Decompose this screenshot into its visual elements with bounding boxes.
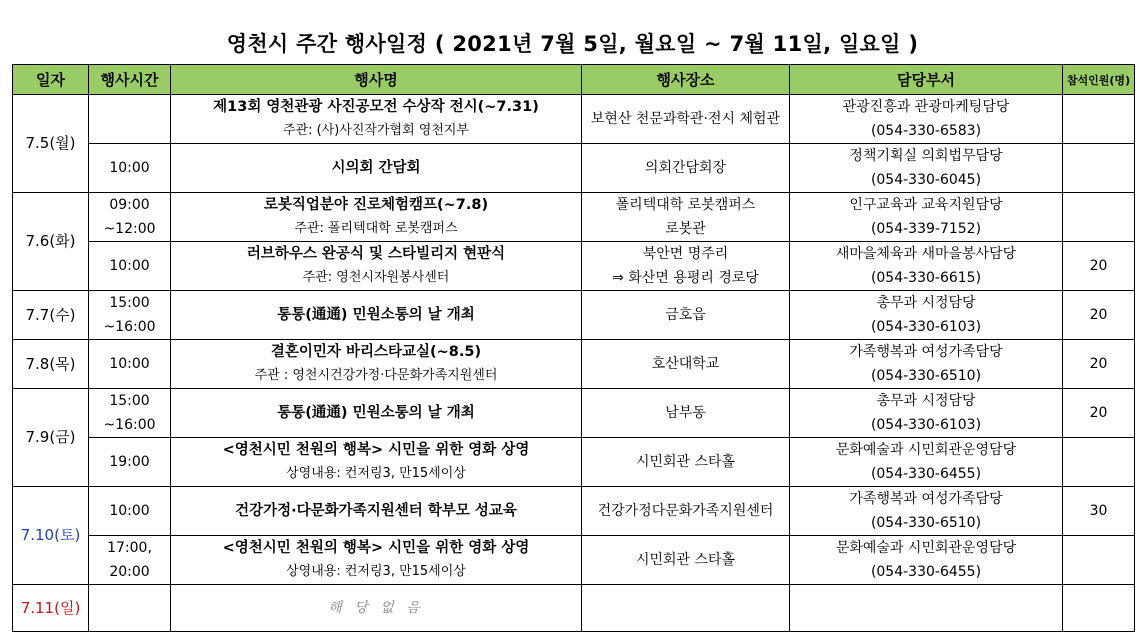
event-organizer: 주관: (사)사진작가협회 영천지부 <box>282 123 470 138</box>
place-cell: 폴리텍대학 로봇캠퍼스 로봇관 <box>582 193 790 242</box>
place-cell: 북안면 명주리 ⇒ 화산면 용평리 경로당 <box>582 242 790 291</box>
dept-cell: 문화예술과 시민회관운영담당 (054-330-6455) <box>790 536 1063 585</box>
time-cell: 19:00 <box>89 438 171 487</box>
dept-cell: 관광진흥과 관광마케팅담당 (054-330-6583) <box>790 95 1063 144</box>
table-row <box>13 585 1135 632</box>
dept-cell: 총무과 시정담당 (054-330-6103) <box>790 389 1063 438</box>
count-cell: 20 <box>1063 291 1135 340</box>
table-row <box>13 487 1135 536</box>
date-cell <box>13 340 89 389</box>
time-cell: 09:00 ~12:00 <box>89 193 171 242</box>
count-cell <box>1063 95 1135 144</box>
header-row <box>13 65 1135 95</box>
header-event: 행사명 <box>171 65 582 95</box>
dept-cell: 가족행복과 여성가족담당 (054-330-6510) <box>790 487 1063 536</box>
weekly-schedule-table <box>12 64 1135 632</box>
place-cell: 시민회관 스타홀 <box>582 536 790 585</box>
header-date: 일자 <box>13 65 89 95</box>
table-row <box>13 95 1135 144</box>
count-cell <box>1063 144 1135 193</box>
event-cell <box>171 438 582 487</box>
count-cell: 20 <box>1063 242 1135 291</box>
date-label: 7.6(화) <box>25 232 76 250</box>
table-row <box>13 291 1135 340</box>
time-cell: 10:00 <box>89 487 171 536</box>
event-organizer: 주관: 영천시자원봉사센터 <box>302 270 450 285</box>
table-row <box>13 144 1135 193</box>
event-title: <영천시민 천원의 행복> 시민을 위한 영화 상영 <box>222 442 530 458</box>
event-title: 로봇직업분야 진로체험캠프(~7.8) <box>263 197 489 213</box>
count-cell <box>1063 536 1135 585</box>
date-label: 7.5(월) <box>25 134 76 152</box>
event-cell <box>171 291 582 340</box>
date-cell <box>13 193 89 291</box>
header-time: 행사시간 <box>89 65 171 95</box>
table-row <box>13 389 1135 438</box>
dept-cell: 정책기획실 의회법무담당 (054-330-6045) <box>790 144 1063 193</box>
event-cell <box>171 536 582 585</box>
count-cell: 30 <box>1063 487 1135 536</box>
time-cell: 10:00 <box>89 242 171 291</box>
date-label: 7.9(금) <box>25 428 76 446</box>
count-cell <box>1063 438 1135 487</box>
event-cell <box>171 389 582 438</box>
table-row <box>13 193 1135 242</box>
time-cell: 10:00 <box>89 340 171 389</box>
place-cell: 호산대학교 <box>582 340 790 389</box>
date-label: 7.11(일) <box>20 598 81 617</box>
time-cell: 15:00 ~16:00 <box>89 291 171 340</box>
count-cell: 20 <box>1063 389 1135 438</box>
table-row <box>13 438 1135 487</box>
event-organizer: 주관: 폴리텍대학 로봇캠퍼스 <box>294 221 458 236</box>
date-label: 7.10(토) <box>20 526 81 544</box>
page-title: 영천시 주간 행사일정 ( 2021년 7월 5일, 월요일 ~ 7월 11일, 일요일 ) <box>226 32 919 56</box>
table-row <box>13 242 1135 291</box>
place-cell: 시민회관 스타홀 <box>582 438 790 487</box>
event-cell <box>171 340 582 389</box>
place-cell: 금호읍 <box>582 291 790 340</box>
header-count: 참석인원(명) <box>1063 65 1135 95</box>
event-title: 건강가정·다문화가족지원센터 학부모 성교육 <box>235 503 517 519</box>
place-cell: 건강가정다문화가족지원센터 <box>582 487 790 536</box>
event-cell <box>171 242 582 291</box>
count-cell <box>1063 193 1135 242</box>
event-title: <영천시민 천원의 행복> 시민을 위한 영화 상영 <box>222 540 530 556</box>
dept-cell: 총무과 시정담당 (054-330-6103) <box>790 291 1063 340</box>
event-title: 러브하우스 완공식 및 스타빌리지 현판식 <box>246 246 506 262</box>
time-cell: 15:00 ~16:00 <box>89 389 171 438</box>
event-cell <box>171 487 582 536</box>
event-title: 제13회 영천관광 사진공모전 수상작 전시(~7.31) <box>213 99 539 115</box>
date-cell <box>13 95 89 193</box>
time-cell <box>89 95 171 144</box>
no-event-text: 해 당 없 음 <box>328 600 424 616</box>
event-cell <box>171 95 582 144</box>
table-row <box>13 340 1135 389</box>
time-cell <box>89 585 171 632</box>
header-dept: 담당부서 <box>790 65 1063 95</box>
dept-cell: 문화예술과 시민회관운영담당 (054-330-6455) <box>790 438 1063 487</box>
date-label: 7.7(수) <box>25 305 76 324</box>
time-cell: 17:00, 20:00 <box>89 536 171 585</box>
event-organizer: 상영내용: 컨저링3, 만15세이상 <box>286 466 466 481</box>
place-cell: 남부동 <box>582 389 790 438</box>
count-cell: 20 <box>1063 340 1135 389</box>
dept-cell: 새마을체육과 새마을봉사담당 (054-330-6615) <box>790 242 1063 291</box>
event-cell <box>171 193 582 242</box>
table-row <box>13 536 1135 585</box>
event-cell <box>171 585 582 632</box>
place-cell <box>582 585 790 632</box>
date-cell <box>13 389 89 487</box>
time-cell: 10:00 <box>89 144 171 193</box>
event-cell <box>171 144 582 193</box>
dept-cell <box>790 585 1063 632</box>
place-cell: 보현산 천문과학관·전시 체험관 <box>582 95 790 144</box>
place-cell: 의회간담회장 <box>582 144 790 193</box>
date-label: 7.8(목) <box>25 354 76 373</box>
header-place: 행사장소 <box>582 65 790 95</box>
dept-cell: 인구교육과 교육지원담당 (054-339-7152) <box>790 193 1063 242</box>
event-title: 통통(通通) 민원소통의 날 개최 <box>277 307 475 323</box>
event-title: 통통(通通) 민원소통의 날 개최 <box>277 405 475 421</box>
date-cell <box>13 291 89 340</box>
count-cell <box>1063 585 1135 632</box>
event-title: 결혼이민자 바리스타교실(~8.5) <box>270 344 482 360</box>
dept-cell: 가족행복과 여성가족담당 (054-330-6510) <box>790 340 1063 389</box>
event-organizer: 주관 : 영천시건강가정·다문화가족지원센터 <box>254 368 498 383</box>
date-cell <box>13 487 89 585</box>
date-cell <box>13 585 89 632</box>
event-title: 시의회 간담회 <box>331 160 421 176</box>
event-organizer: 상영내용: 컨저링3, 만15세이상 <box>286 564 466 579</box>
